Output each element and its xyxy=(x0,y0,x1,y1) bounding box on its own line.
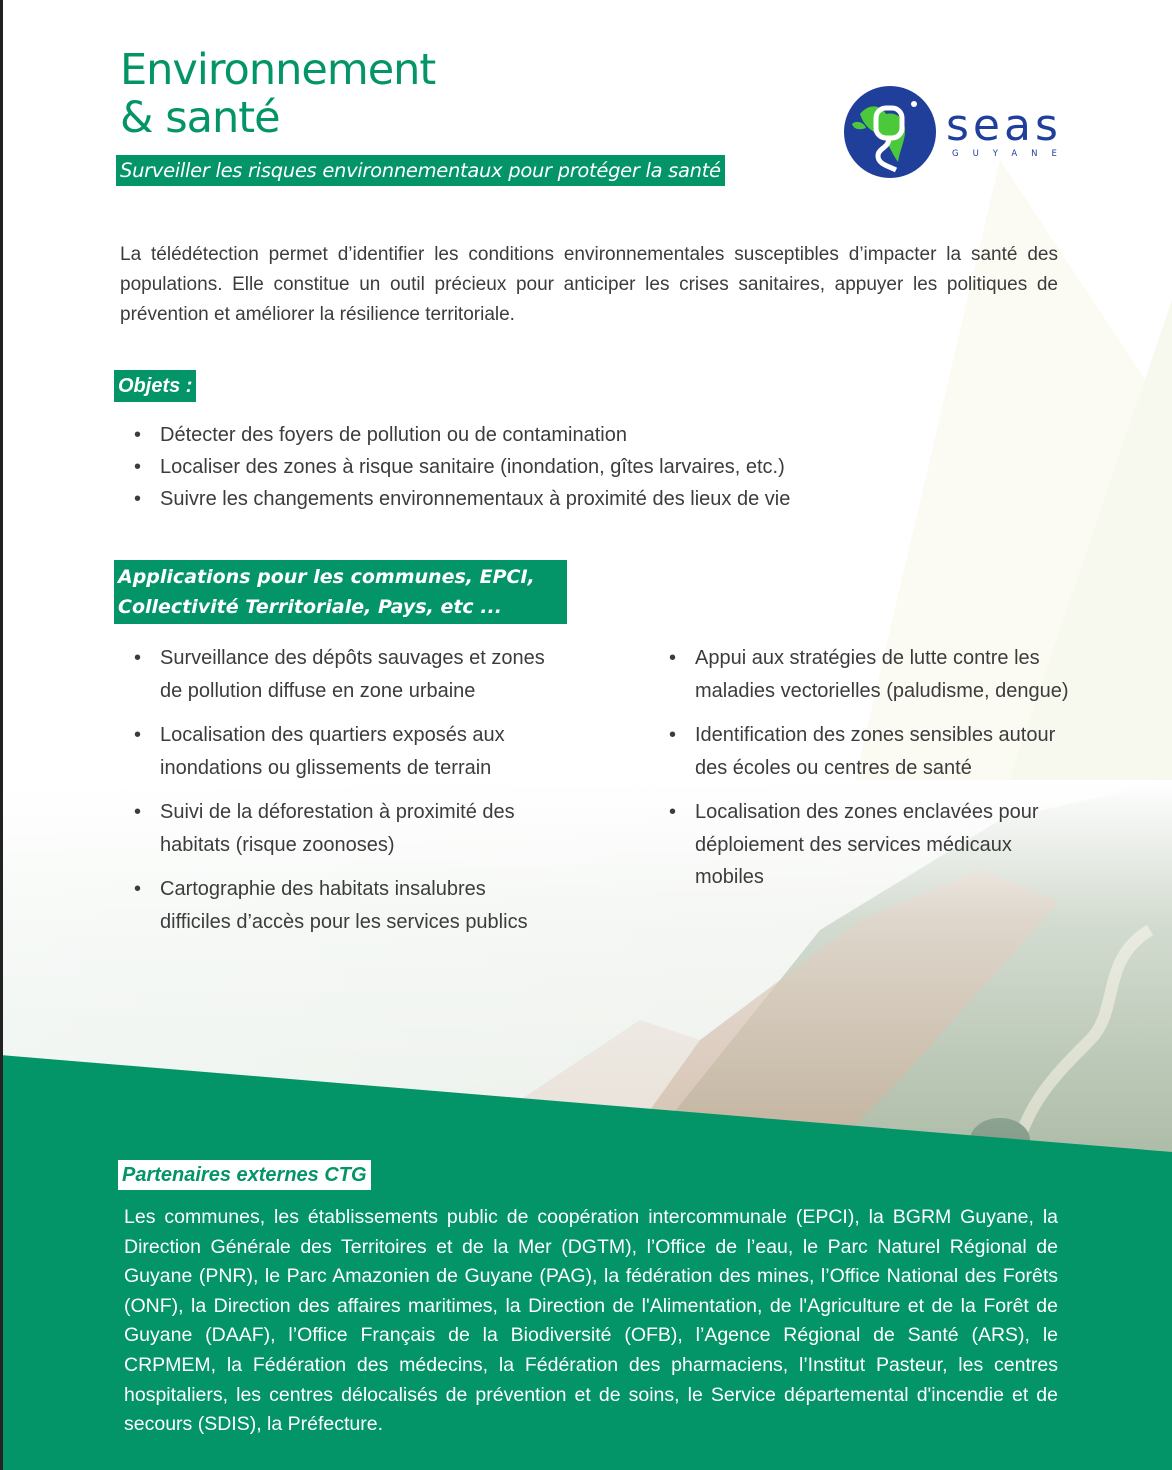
partenaires-paragraph: Les communes, les établissements public de coopération intercommunale (EPCI), la BGRM Guyane, la Direction Générale des Territoires et de la Mer (DGTM), l’Office de l’eau, le Parc Naturel Régional de Guyane (PNR), le Parc Amazonien de Guyane (PAG), la fédération des mines, l’Office National des Forêts (ONF), la Direction des affaires maritimes, la Direction de l'Alimentation, de l'Agriculture et de la Forêt de Guyane (DAAF), l’Office Français de la Biodiversité (OFB), l’Agence Régional de Santé (ARS), le CRPMEM, la Fédération des médecins, la Fédération des pharmaciens, l’Institut Pasteur, les centres hospitaliers, les centres délocalisés de prévention et de soins, le Service départemental d'incendie et de secours (SDIS), la Préfecture. xyxy=(124,1206,1058,1436)
bullet-icon: • xyxy=(134,456,142,478)
list-item-text: Localisation des zones enclavées pour déploiement des services médicaux mobiles xyxy=(695,801,1039,888)
list-item xyxy=(120,419,790,451)
page-title xyxy=(120,46,435,142)
list-item-text: Localisation des quartiers exposés aux inondations ou glissements de terrain xyxy=(160,724,505,779)
logo-tagline: GUYANE xyxy=(952,149,1071,159)
list-item xyxy=(120,719,550,784)
list-item-text: Surveillance des dépôts sauvages et zones de pollution diffuse en zone urbaine xyxy=(160,647,545,702)
list-item xyxy=(120,873,550,938)
seas-guyane-logo xyxy=(842,84,1082,180)
bullet-icon: • xyxy=(134,724,142,746)
page-subtitle: Surveiller les risques environnementaux pour protéger la santé xyxy=(116,155,725,186)
bullet-icon: • xyxy=(669,647,677,669)
bullet-icon: • xyxy=(134,801,142,823)
list-item-text: Identification des zones sensibles autour des écoles ou centres de santé xyxy=(695,724,1056,779)
bullet-icon: • xyxy=(134,878,142,900)
list-item-text: Cartographie des habitats insalubres difficiles d’accès pour les services publics xyxy=(160,878,528,933)
list-item xyxy=(120,451,790,483)
intro-paragraph: La télédétection permet d’identifier les conditions environnementales susceptibles d’impacter la santé des populations. Elle constitue un outil précieux pour anticiper les crises sanitaires, appuyer les politiques de prévention et améliorer la résilience territoriale. xyxy=(120,244,1058,325)
list-item-text: Suivi de la déforestation à proximité des habitats (risque zoonoses) xyxy=(160,801,515,856)
list-item xyxy=(120,796,550,861)
bullet-icon: • xyxy=(669,724,677,746)
list-item-text: Détecter des foyers de pollution ou de contamination xyxy=(160,424,627,446)
list-item-text: Suivre les changements environnementaux à proximité des lieux de vie xyxy=(160,488,791,510)
list-item-text: Appui aux stratégies de lutte contre les maladies vectorielles (paludisme, dengue) xyxy=(695,647,1069,702)
partenaires-heading: Partenaires externes CTG xyxy=(118,1160,371,1190)
list-item xyxy=(120,642,550,707)
bullet-icon: • xyxy=(134,424,142,446)
list-item-text: Localiser des zones à risque sanitaire (inondation, gîtes larvaires, etc.) xyxy=(160,456,785,478)
list-item xyxy=(655,642,1075,707)
applications-heading-line-2: Collectivité Territoriale, Pays, etc ... xyxy=(118,596,502,618)
bullet-icon: • xyxy=(134,488,142,510)
objets-heading: Objets : xyxy=(114,370,196,402)
applications-list-right xyxy=(655,642,1075,906)
title-line-1: Environnement xyxy=(120,45,436,95)
applications-list-left xyxy=(120,642,550,950)
bullet-icon: • xyxy=(669,801,677,823)
logo-wordmark: seas xyxy=(946,100,1062,151)
applications-heading xyxy=(114,560,567,624)
title-line-2: & santé xyxy=(120,93,280,143)
list-item xyxy=(655,796,1075,894)
list-item xyxy=(655,719,1075,784)
applications-heading-line-1: Applications pour les communes, EPCI, xyxy=(118,566,535,588)
objets-list xyxy=(120,419,790,515)
globe-g-icon xyxy=(842,84,1082,180)
list-item xyxy=(120,483,790,515)
bullet-icon: • xyxy=(134,647,142,669)
page-left-border xyxy=(0,0,3,1470)
